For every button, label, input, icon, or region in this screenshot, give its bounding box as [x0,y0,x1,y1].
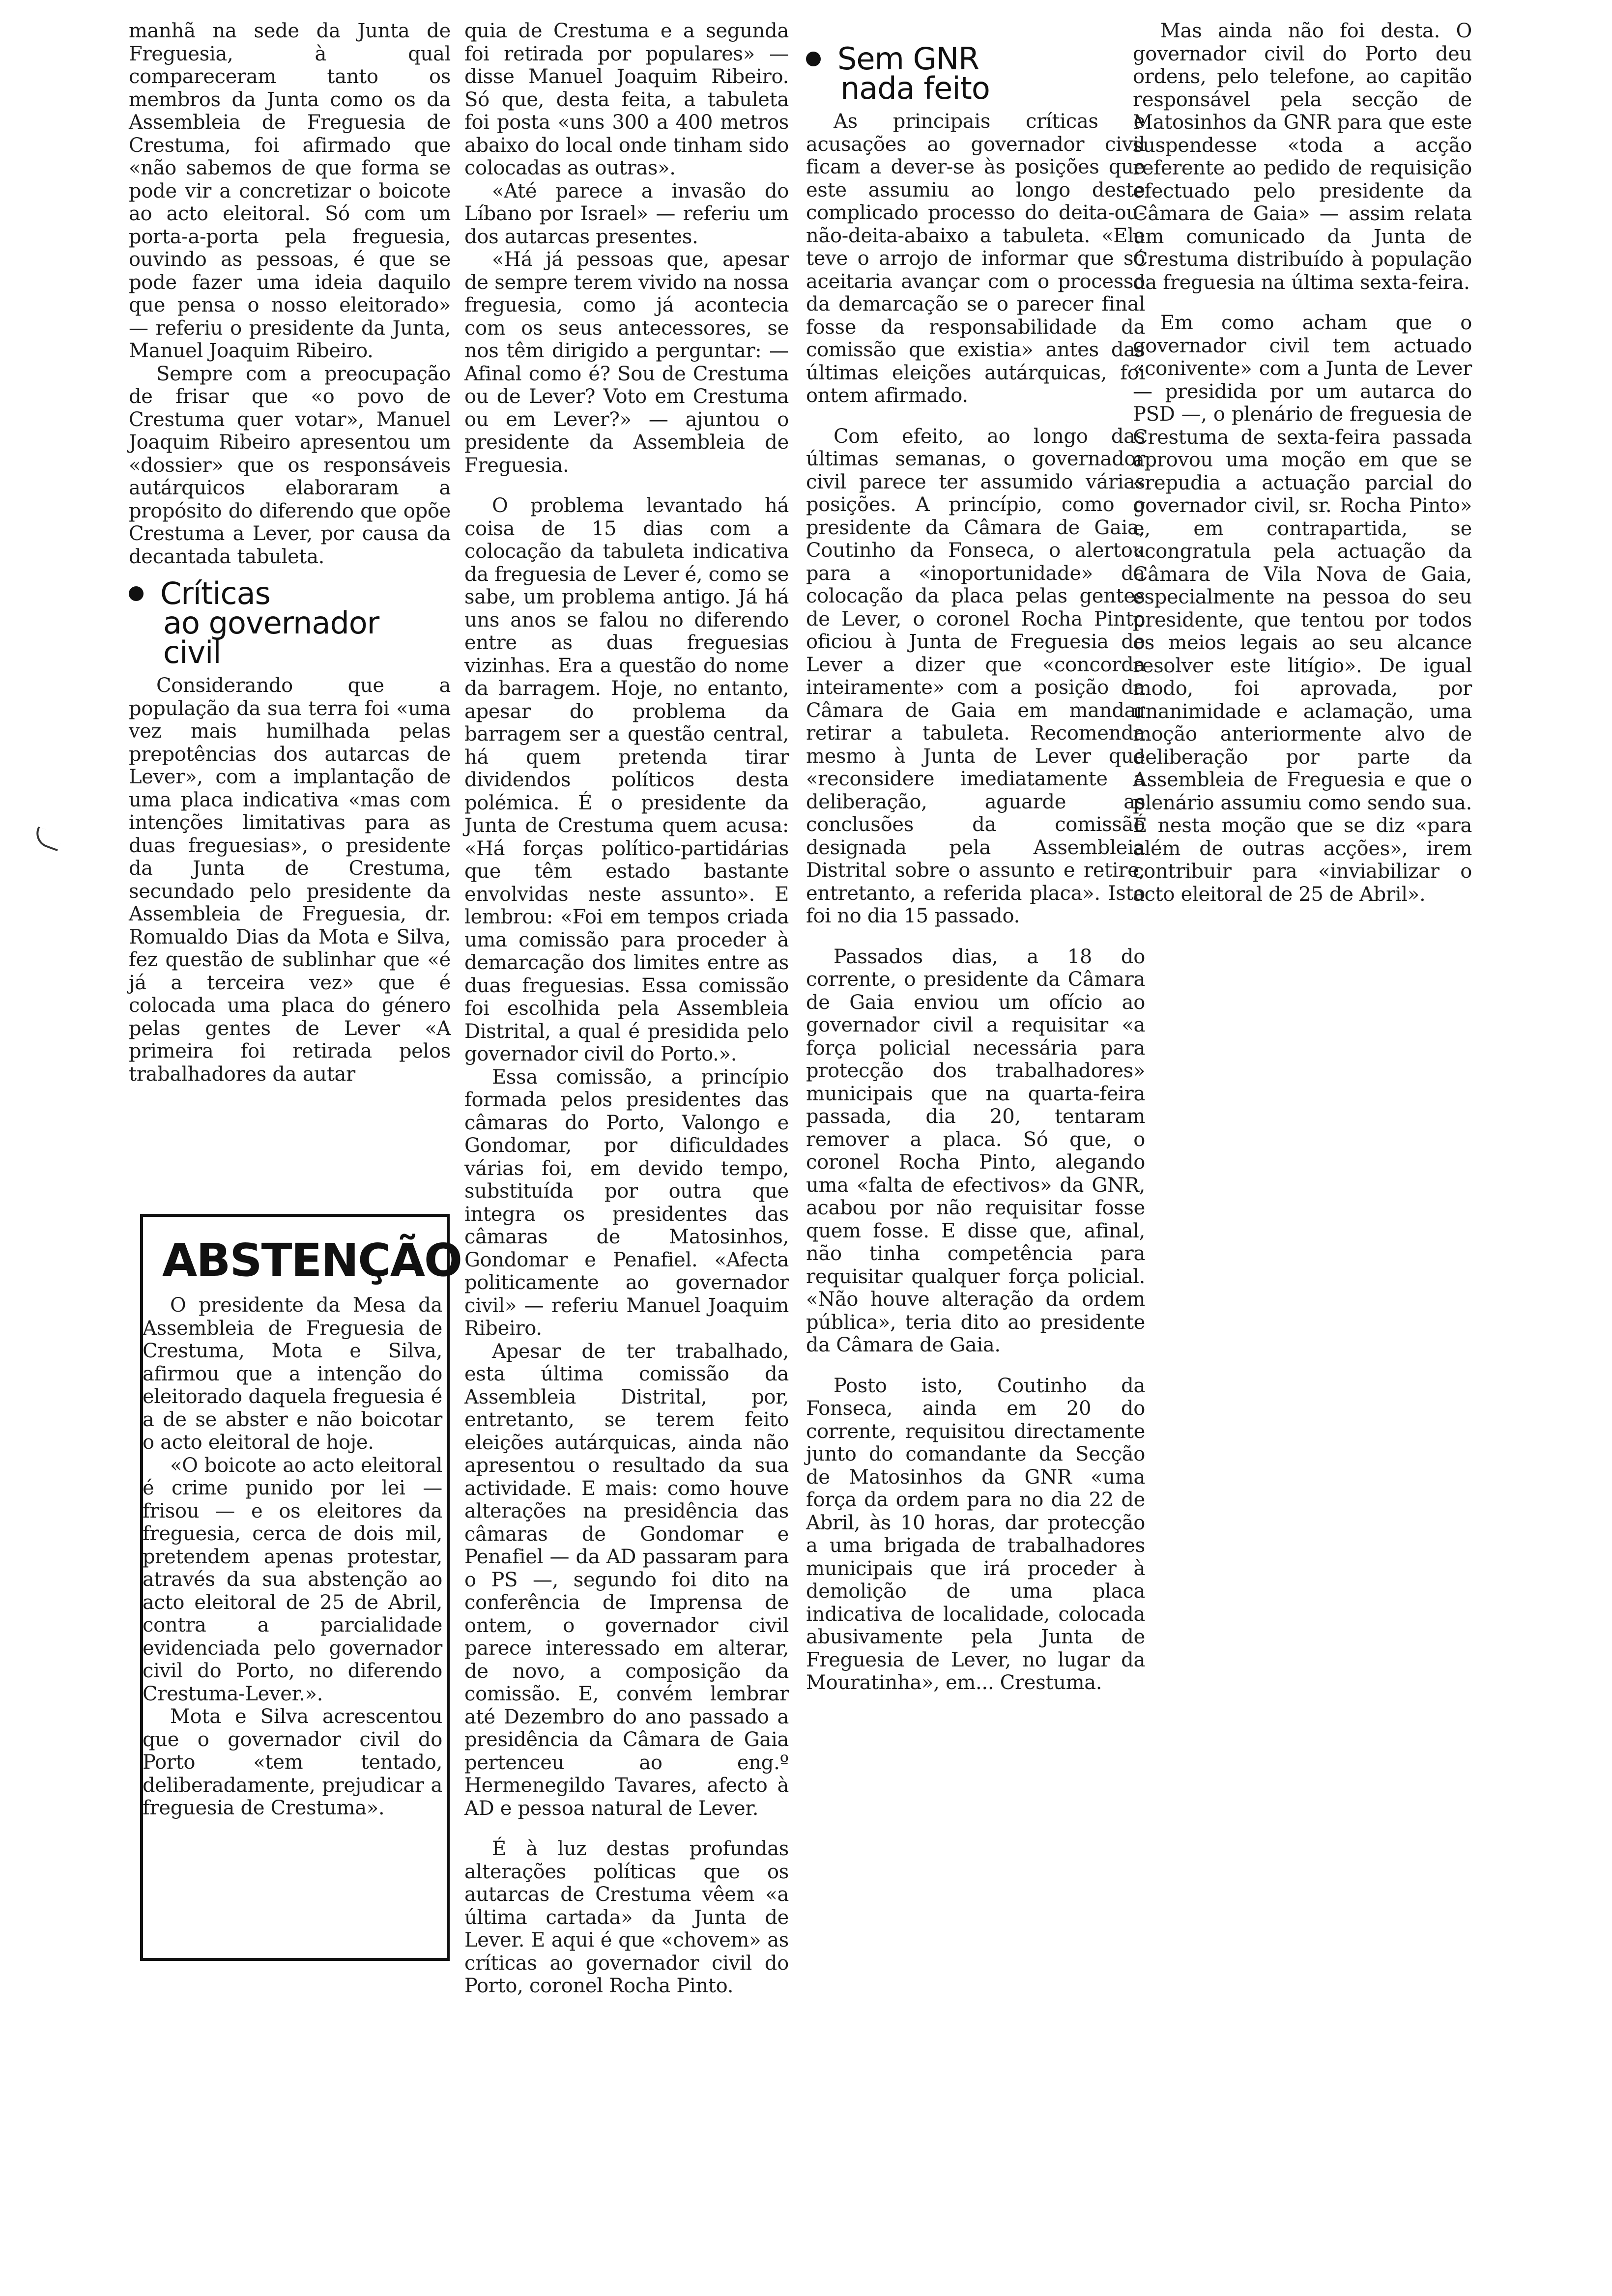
subheading-line: nada feito [840,70,990,106]
box-title: ABSTENÇÃO [162,1234,462,1287]
paragraph: «O boicote ao acto eleitoral é crime punido por lei — frisou — e os eleitores da freguesia, cerca de dois mil, pretendem apenas protestar, através da sua abstenção ao acto eleitoral de 25 de Abril, contra a parcialidade evidenciada pelo governador civil do Porto, no diferendo Crestuma-Lever.». [143,1454,442,1705]
paragraph: O problema levantado há coisa de 15 dias com a colocação da tabuleta indicativa da freguesia de Lever é, como se sabe, um problema antigo. Já há uns anos se falou no diferendo entre as duas freguesias vizinhas. Era a questão do nome da barragem. Hoje, no entanto, apesar do problema da barragem ser a questão central, há quem pretenda tirar dividendos políticos desta polémica. É o presidente da Junta de Crestuma quem acusa: «Há forças político-partidárias que têm estado bastante envolvidas neste assunto». E lembrou: «Foi em tempos criada uma comissão para proceder à demarcação dos limites entre as duas freguesias. Essa comissão foi escolhida pela Assembleia Distrital, a qual é presidida pelo governador civil do Porto.». [464,494,789,1065]
subheading-criticas [129,575,451,670]
column-3 [806,20,1145,1694]
paragraph: O presidente da Mesa da Assembleia de Freguesia de Crestuma, Mota e Silva, afirmou que a intenção do eleitorado daquela freguesia é a de se abster e não boicotar o acto eleitoral de hoje. [143,1294,442,1454]
subheading-sem-gnr [806,41,1145,106]
paragraph: «Até parece a invasão do Líbano por Israel» — referiu um dos autarcas presentes. [464,179,789,248]
column-1 [129,20,451,1086]
column-2 [464,20,789,1998]
paragraph: «Há já pessoas que, apesar de sempre terem vivido na nossa freguesia, como já acontecia com os seus antecessores, se nos têm dirigido a perguntar: — Afinal como é? Sou de Crestuma ou de Lever? Voto em Crestuma ou em Lever?» — ajuntou o presidente da Assembleia de Freguesia. [464,248,789,477]
subheading-line: ao governador [163,605,379,641]
bullet-icon [129,586,144,601]
paragraph: Mas ainda não foi desta. O governador civil do Porto deu ordens, pelo telefone, ao capitão responsável pela secção de Matosinhos da GNR para que este suspendesse «toda a acção referente ao pedido de requisição efectuado pelo presidente da Câmara de Gaia» — assim relata um comunicado da Junta de Crestuma distribuído à população da freguesia na última sexta-feira. [1133,20,1472,294]
paragraph: Mota e Silva acrescentou que o governador civil do Porto «tem tentado, deliberadamente, prejudicar a freguesia de Crestuma». [143,1705,442,1819]
paragraph: Passados dias, a 18 do corrente, o presidente da Câmara de Gaia enviou um ofício ao governador civil a requisitar «a força policial necessária para protecção dos trabalhadores» municipais que na quarta-feira passada, dia 20, tentaram remover a placa. Só que, o coronel Rocha Pinto, alegando uma «falta de efectivos» da GNR, acabou por não requisitar fosse quem fosse. E disse que, afinal, não tinha competência para requisitar qualquer força policial. «Não houve alteração da ordem pública», teria dito ao presidente da Câmara de Gaia. [806,945,1145,1356]
column-4 [1133,20,1472,906]
paragraph: Em como acham que o governador civil tem actuado «conivente» com a Junta de Lever — presidida por um autarca do PSD —, o plenário de freguesia de Crestuma de sexta-feira passada aprovou uma moção em que se «repudia a actuação parcial do governador civil, sr. Rocha Pinto» e, em contrapartida, se «congratula pela actuação da Câmara de Vila Nova de Gaia, especialmente na pessoa do seu presidente, que tentou por todos os meios legais ao seu alcance resolver este litígio». De igual modo, foi aprovada, por unanimidade e aclamação, uma moção anteriormente alvo de deliberação por parte da Assembleia de Freguesia e que o plenário assumiu como sendo sua. É nesta moção que se diz «para além de outras acções», irem contribuir para «inviabilizar o acto eleitoral de 25 de Abril». [1133,312,1472,906]
paragraph: As principais críticas e acusações ao governador civil ficam a dever-se às posições que este assumiu ao longo deste complicado processo do deita-ou-não-deita-abaixo a tabuleta. «Ele teve o arrojo de informar que só aceitaria avançar com o processo da demarcação se o parecer final fosse da responsabilidade da comissão que existia» antes das últimas eleições autárquicas, foi ontem afirmado. [806,110,1145,407]
bullet-icon [806,52,821,66]
paragraph: Essa comissão, a princípio formada pelos presidentes das câmaras do Porto, Valongo e Gondomar, por dificuldades várias foi, em devido tempo, substituída por outra que integra os presidentes das câmaras de Matosinhos, Gondomar e Penafiel. «Afecta politicamente ao governador civil» — referiu Manuel Joaquim Ribeiro. [464,1065,789,1340]
subheading-line: Críticas [160,575,270,611]
subheading-line: Sem GNR [837,41,979,77]
paragraph: Considerando que a população da sua terra foi «uma vez mais humilhada pelas prepotências dos autarcas de Lever», com a implantação de uma placa indicativa «mas com intenções limitativas para as duas freguesias», o presidente da Junta de Crestuma, secundado pelo presidente da Assembleia de Freguesia, dr. Romualdo Dias da Mota e Silva, fez questão de sublinhar que «é já a terceira vez» que é colocada uma placa do género pelas gentes de Lever «A primeira foi retirada pelos trabalhadores da autar [129,674,451,1086]
subheading-line: civil [163,634,221,670]
paragraph: Com efeito, ao longo das últimas semanas, o governador civil parece ter assumido várias posições. A princípio, como o presidente da Câmara de Gaia, Coutinho da Fonseca, o alertou para a «inoportunidade» da colocação da placa pelas gentes de Lever, o coronel Rocha Pinto oficiou à Junta de Freguesia de Lever a dizer que «concorda inteiramente» com a posição da Câmara de Gaia em mandar retirar a tabuleta. Recomenda mesmo à Junta de Lever que «reconsidere imediatamente a deliberação, aguarde as conclusões da comissão designada pela Assembleia Distrital sobre o assunto e retire, entretanto, a referida placa». Isto foi no dia 15 passado. [806,425,1145,927]
paragraph: Apesar de ter trabalhado, esta última comissão da Assembleia Distrital, por, entretanto, se terem feito eleições autárquicas, ainda não apresentou o resultado da sua actividade. E mais: como houve alterações na presidência das câmaras de Gondomar e Penafiel — da AD passaram para o PS —, segundo foi dito na conferência de Imprensa de ontem, o governador civil parece interessado em alterar, de novo, a composição da comissão. E, convém lembrar até Dezembro do ano passado a presidência da Câmara de Gaia pertenceu ao eng.º Hermenegildo Tavares, afecto à AD e pessoa natural de Lever. [464,1340,789,1820]
paragraph: É à luz destas profundas alterações políticas que os autarcas de Crestuma vêem «a última cartada» da Junta de Lever. E aqui é que «chovem» as críticas ao governador civil do Porto, coronel Rocha Pinto. [464,1837,789,1997]
paragraph: Posto isto, Coutinho da Fonseca, ainda em 20 do corrente, requisitou directamente junto do comandante da Secção de Matosinhos da GNR «uma força da ordem para no dia 22 de Abril, às 10 horas, dar protecção a uma brigada de trabalhadores municipais que irá proceder à demolição de uma placa indicativa de localidade, colocada abusivamente pela Junta de Freguesia de Lever, no lugar da Mouratinha», em... Crestuma. [806,1374,1145,1694]
paragraph: quia de Crestuma e a segunda foi retirada por populares» — disse Manuel Joaquim Ribeiro. Só que, desta feita, a tabuleta foi posta «uns 300 a 400 metros abaixo do local onde tinham sido colocadas as outras». [464,20,789,179]
paragraph: manhã na sede da Junta de Freguesia, à qual compareceram tanto os membros da Junta como os da Assembleia de Freguesia de Crestuma, foi afirmado que «não sabemos de que forma se pode vir a concretizar o boicote ao acto eleitoral. Só com um porta-a-porta pela freguesia, ouvindo as pessoas, é que se pode fazer uma ideia daquilo que pensa o nosso eleitorado» — referiu o presidente da Junta, Manuel Joaquim Ribeiro. [129,20,451,362]
paragraph: Sempre com a preocupação de frisar que «o povo de Crestuma quer votar», Manuel Joaquim Ribeiro apresentou um «dossier» que os responsáveis autárquicos elaboraram a propósito do diferendo que opõe Crestuma a Lever, por causa da decantada tabuleta. [129,362,451,568]
abstencao-box-content [143,1234,462,1820]
margin-mark [32,827,63,851]
